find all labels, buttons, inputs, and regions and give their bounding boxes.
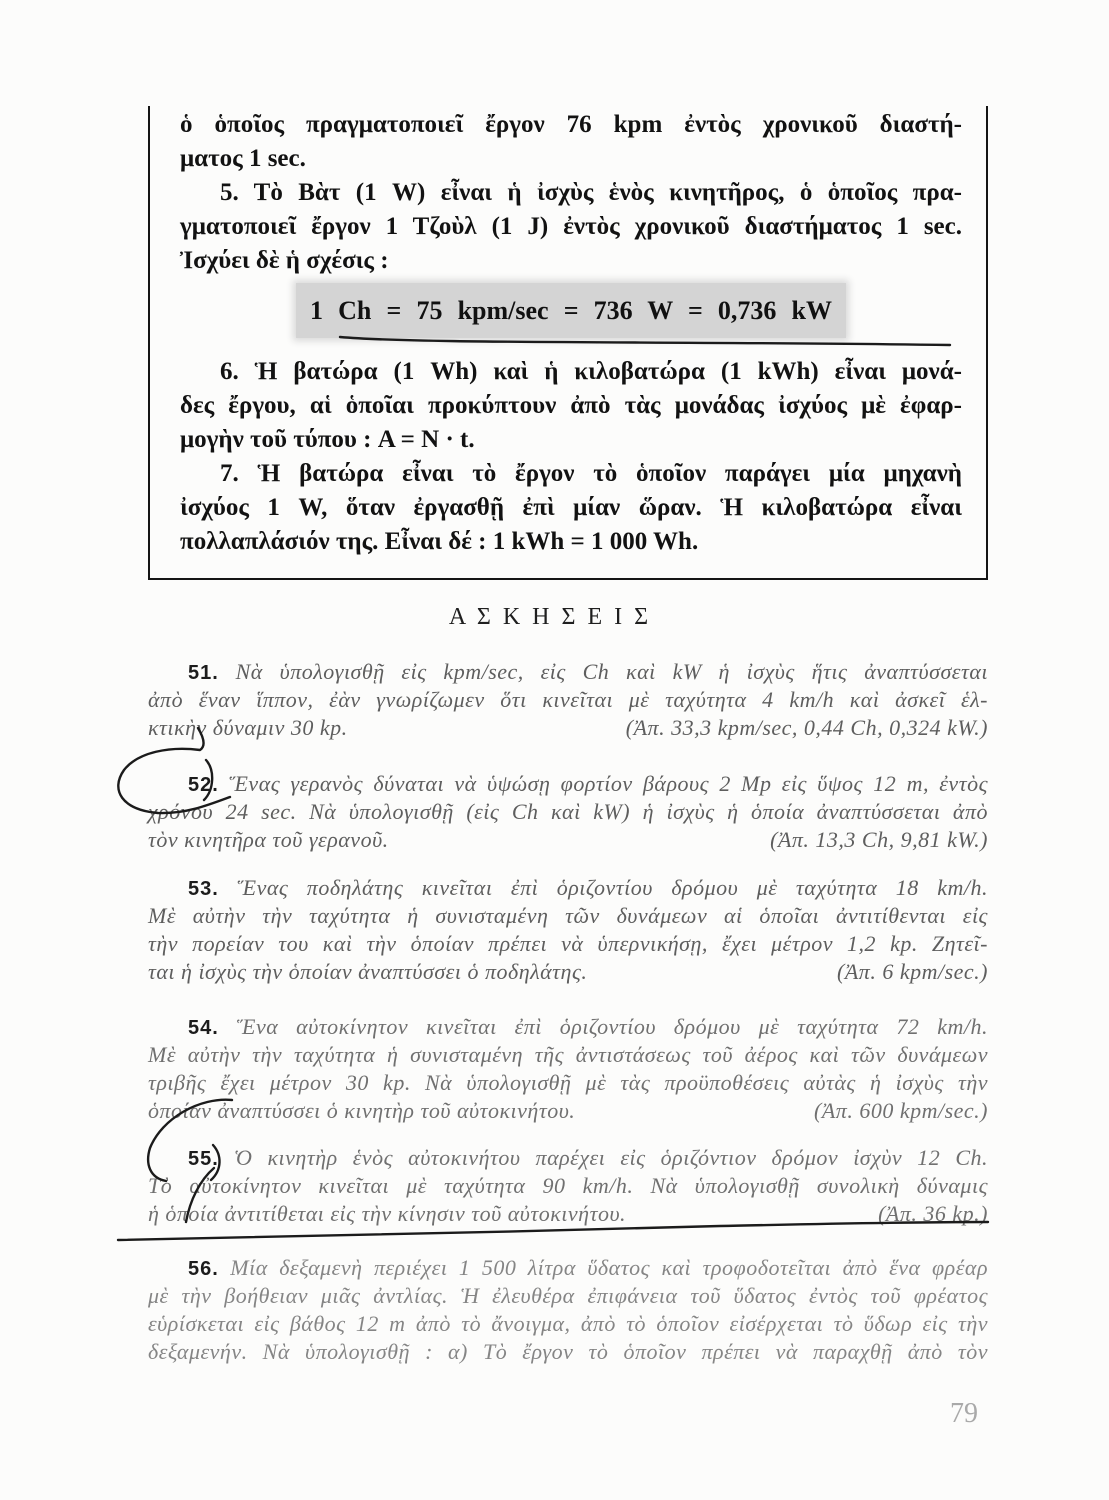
exercise-51 [148,658,988,742]
box-text-line: Ἰσχύει δὲ ἡ σχέσις : [180,247,389,274]
exercise-text-line: ἀπὸ ἕναν ἵππον, ἐὰν γνωρίζωμεν ὅτι κινεῖται μὲ ταχύτητα 4 km/h καὶ ἀσκεῖ ἑλ- [148,687,988,712]
exercise-number: 54. [188,1017,219,1039]
box-item-5-line: 5. Τὸ Βὰτ (1 W) εἶναι ἡ ἰσχὺς ἑνὸς κινητῆρος, ὁ ὁποῖος πρα- [220,179,962,206]
exercise-text-line: Μὲ αὐτὴν τὴν ταχύτητα ἡ συνισταμένη τῆς ἀντιστάσεως τοῦ ἀέρος καὶ τῶν δυνάμεων [148,1042,988,1067]
exercises-heading: Α Σ Κ Η Σ Ε Ι Σ [448,604,652,630]
exercise-text: Ἕνας γερανὸς δύναται νὰ ὑψώσῃ φορτίον βάρους 2 Mp εἰς ὕψος 12 m, ἐντὸς [229,771,989,796]
exercise-text: κτικὴν δύναμιν 30 kp. [148,715,348,740]
exercise-number: 55. [188,1148,219,1170]
exercise-text: Μία δεξαμενὴ περιέχει 1 500 λίτρα ὕδατος καὶ τροφοδοτεῖται ἀπὸ ἕνα φρέαρ [230,1255,989,1280]
exercise-last-line [148,826,988,854]
exercise-number: 56. [188,1258,219,1280]
exercise-first-line [148,658,988,686]
box-text-line: πολλαπλάσιόν της. Εἶναι δέ : 1 kWh = 1 000 Wh. [180,528,699,555]
exercise-text-line: τὴν πορείαν του καὶ τὴν ὁποίαν πρέπει νὰ ὑπερνικήσῃ, ἔχει μέτρον 1,2 kp. Ζητεῖ- [148,931,988,956]
box-item-7-line: 7. Ἡ βατώρα εἶναι τὸ ἔργον τὸ ὁποῖον παράγει μία μηχανὴ [220,460,962,487]
exercise-text: ὁποίαν ἀναπτύσσει ὁ κινητὴρ τοῦ αὐτοκινήτου. [148,1098,576,1123]
definitions-box [148,106,988,580]
exercise-answer: (Ἀπ. 6 kpm/sec.) [837,959,988,984]
formula-text: 1 Ch = 75 kpm/sec = 736 W = 0,736 kW [310,296,832,325]
box-text-line: γματοποιεῖ ἔργον 1 Τζοὺλ (1 J) ἐντὸς χρονικοῦ διαστήματος 1 sec. [180,213,962,240]
exercise-first-line [148,1013,988,1041]
definitions-text [180,108,962,559]
exercise-text-line: μὲ τὴν βοήθειαν μιᾶς ἀντλίας. Ἡ ἐλευθέρα ἐπιφάνεια τοῦ ὕδατος ἐντὸς τοῦ φρέατος [148,1283,988,1308]
exercise-last-line [148,958,988,986]
exercise-last-line [148,1097,988,1125]
exercise-text-line: Μὲ αὐτὴν τὴν ταχύτητα ἡ συνισταμένη τῶν δυνάμεων αἱ ὁποῖαι ἀντιτίθενται εἰς [148,903,988,928]
exercise-text: τὸν κινητῆρα τοῦ γερανοῦ. [148,827,389,852]
box-text-line: μογὴν τοῦ τύπου : A = N · t. [180,426,475,453]
exercise-answer: (Ἀπ. 36 kp.) [878,1201,988,1226]
exercise-text-line: τριβῆς ἔχει μέτρον 30 kp. Νὰ ὑπολογισθῇ μὲ τὰς προϋποθέσεις αὐτὰς ἡ ἰσχὺς τὴν [148,1070,988,1095]
exercise-text-line: εὑρίσκεται εἰς βάθος 12 m ἀπὸ τὸ ἄνοιγμα, ἀπὸ τὸ ὁποῖον εἰσέρχεται τὸ ὕδωρ εἰς τὴν [148,1311,988,1336]
exercise-text: Νὰ ὑπολογισθῇ εἰς kpm/sec, εἰς Ch καὶ kW ἡ ἰσχὺς ἥτις ἀναπτύσσεται [235,659,988,684]
exercise-54 [148,1013,988,1125]
exercise-last-line [148,1200,988,1228]
exercise-number: 52. [188,774,219,796]
exercise-text: Ἕνας ποδηλάτης κινεῖται ἐπὶ ὁριζοντίου δρόμου μὲ ταχύτητα 18 km/h. [237,875,988,900]
exercise-52 [148,770,988,854]
box-text-line: δες ἔργου, αἱ ὁποῖαι προκύπτουν ἀπὸ τὰς μονάδας ἰσχύος μὲ ἐφαρ- [180,392,962,419]
formula-highlight [296,283,846,338]
exercise-last-line [148,714,988,742]
exercise-text-line: χρόνου 24 sec. Νὰ ὑπολογισθῇ (εἰς Ch καὶ kW) ἡ ἰσχὺς ἡ ὁποία ἀναπτύσσεται ἀπὸ [148,799,988,824]
exercise-first-line [148,770,988,798]
exercise-text: ἡ ὁποία ἀντιτίθεται εἰς τὴν κίνησιν τοῦ αὐτοκινήτου. [148,1201,627,1226]
exercise-text-line: Τὸ αὐτοκίνητον κινεῖται μὲ ταχύτητα 90 km/h. Νὰ ὑπολογισθῇ συνολικὴ δύναμις [148,1173,988,1198]
exercise-text: Ἕνα αὐτοκίνητον κινεῖται ἐπὶ ὁριζοντίου δρόμου μὲ ταχύτητα 72 km/h. [236,1014,989,1039]
exercise-text-line: δεξαμενήν. Νὰ ὑπολογισθῇ : α) Τὸ ἔργον τὸ ὁποῖον πρέπει νὰ παραχθῇ ἀπὸ τὸν [148,1339,988,1364]
exercise-text: Ὁ κινητὴρ ἑνὸς αὐτοκινήτου παρέχει εἰς ὁριζόντιον δρόμον ἰσχὺν 12 Ch. [233,1145,988,1170]
exercise-first-line [148,874,988,902]
exercise-number: 53. [188,878,219,900]
page-number: 79 [950,1398,978,1429]
exercise-answer: (Ἀπ. 600 kpm/sec.) [814,1098,988,1123]
exercise-number: 51. [188,662,219,684]
box-text-line: ἰσχύος 1 W, ὅταν ἐργασθῇ ἐπὶ μίαν ὥραν. Ἡ κιλοβατώρα εἶναι [180,494,962,521]
exercise-53 [148,874,988,986]
exercise-55 [148,1144,988,1228]
exercise-first-line [148,1254,988,1282]
exercise-first-line [148,1144,988,1172]
exercise-56 [148,1254,988,1366]
box-text-line: ματος 1 sec. [180,145,306,172]
exercise-answer: (Ἀπ. 13,3 Ch, 9,81 kW.) [770,827,988,852]
exercise-text: ται ἡ ἰσχὺς τὴν ὁποίαν ἀναπτύσσει ὁ ποδηλάτης. [148,959,588,984]
box-text-line: ὁ ὁποῖος πραγματοποιεῖ ἔργον 76 kpm ἐντὸς χρονικοῦ διαστή- [180,111,962,138]
exercise-answer: (Ἀπ. 33,3 kpm/sec, 0,44 Ch, 0,324 kW.) [625,715,988,740]
box-item-6-line: 6. Ἡ βατώρα (1 Wh) καὶ ἡ κιλοβατώρα (1 kWh) εἶναι μονά- [220,358,962,385]
